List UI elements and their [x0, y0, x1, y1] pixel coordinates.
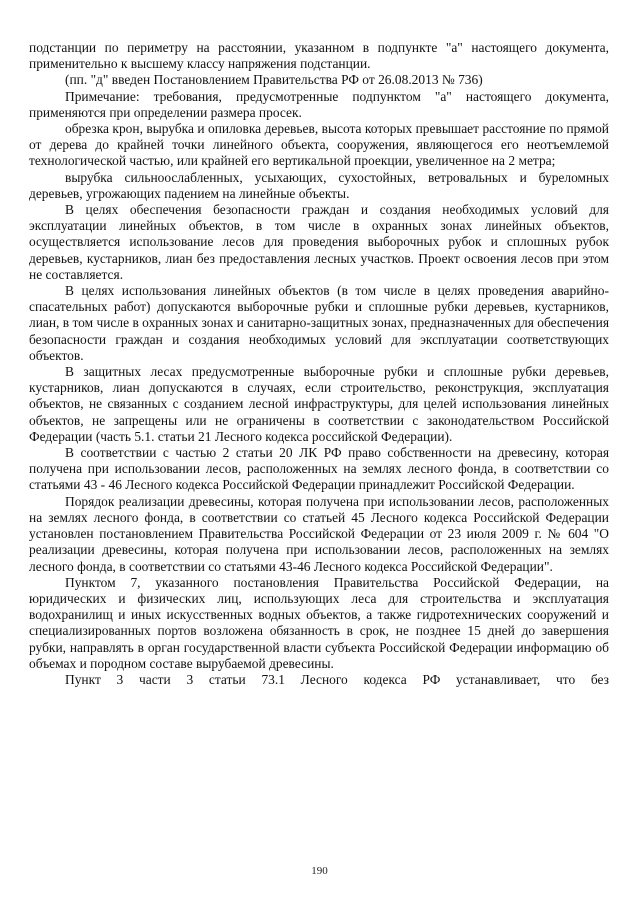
paragraph-safety: В целях обеспечения безопасности граждан и создания необходимых условий для эксплуатации линейных объектов, в том числе в охранных зонах линейных объектов, осуществляется использование лесов для проведения выборочных рубок и сплошных рубок деревьев, кустарников, лиан без предоставления лесных участков. Проект освоения лесов при этом не составляется.: [29, 202, 609, 282]
paragraph-linear-objects: В целях использования линейных объектов (в том числе в целях проведения аварийно-спасательных работ) допускаются выборочные рубки и сплошные рубки деревьев, кустарников, лиан, в том числе в охранных зонах и санитарно-защитных зонах, предназначенных для обеспечения безопасности граждан и создания необходимых условий для эксплуатации соответствующих объектов.: [29, 283, 609, 363]
note-paragraph: Примечание: требования, предусмотренные подпунктом "а" настоящего документа, применяются при определении размера просек.: [29, 88, 609, 120]
paragraph-tree-felling: вырубка сильноослабленных, усыхающих, сухостойных, ветровальных и буреломных деревьев, угрожающих падением на линейные объекты.: [29, 169, 609, 201]
paragraph-ownership: В соответствии с частью 2 статьи 20 ЛК РФ право собственности на древесину, которая получена при использовании лесов, расположенных на землях лесного фонда, в соответствии со статьями 43 - 46 Лесного кодекса Российской Федерации принадлежит Российской Федерации.: [29, 445, 609, 493]
paragraph-continuation: подстанции по периметру на расстоянии, указанном в подпункте "а" настоящего документа, применительно к высшему классу напряжения подстанции.: [29, 40, 609, 72]
paragraph-protective-forests: В защитных лесах предусмотренные выборочные рубки и сплошные рубки деревьев, кустарников, лиан допускаются в случаях, если строительство, реконструкция, эксплуатация объектов, не связанных с созданием лесной инфраструктуры, для целей использования линейных объектов, не запрещены или не ограничены в соответствии с законодательством Российской Федерации (часть 5.1. статьи 21 Лесного кодекса российской Федерации).: [29, 364, 609, 444]
paragraph-timber-sale: Порядок реализации древесины, которая получена при использовании лесов, расположенных на землях лесного фонда, в соответствии со статьей 45 Лесного кодекса Российской Федерации установлен постановлением Правительства Российской Федерации от 23 июля 2009 г. № 604 "О реализации древесины, которая получена при использовании лесов, расположенных на землях лесного фонда, в соответствии со статьями 43-46 Лесного кодекса Российской Федерации".: [29, 493, 609, 574]
paragraph-point-7: Пунктом 7, указанного постановления Правительства Российской Федерации, на юридических и физических лиц, использующих леса для строительства и эксплуатация водохранилищ и иных искусственных водных объектов, а также гидротехнических сооружений и специализированных портов возложена обязанность в срок, не позднее 15 дней до завершения рубки, направлять в орган государственной власти субъекта Российской Федерации информацию об объемах и породном составе вырубаемой древесины.: [29, 574, 609, 671]
document-page: [29, 40, 609, 688]
paragraph-crown-pruning: обрезка крон, вырубка и опиловка деревьев, высота которых превышает расстояние по прямой от дерева до крайней точки линейного объекта, сооружения, являющегося его неотъемлемой технологической частью, или крайней его вертикальной проекции, увеличенное на 2 метра;: [29, 121, 609, 169]
amendment-note: (пп. "д" введен Постановлением Правительства РФ от 26.08.2013 № 736): [65, 72, 483, 88]
paragraph-point-3: Пункт 3 части 3 статьи 73.1 Лесного кодекса РФ устанавливает, что без: [65, 671, 609, 687]
page-number: 190: [311, 865, 328, 877]
